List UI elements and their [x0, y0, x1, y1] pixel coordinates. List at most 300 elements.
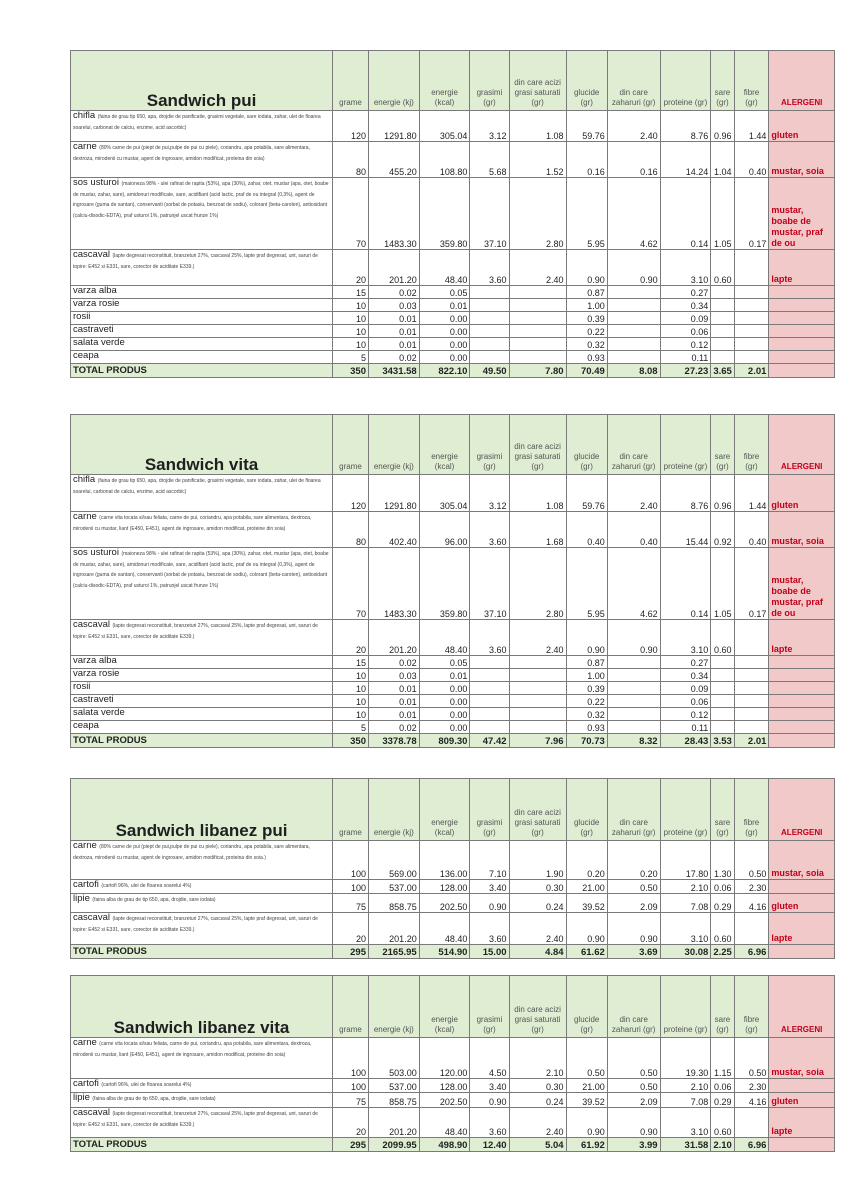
value-fibre: [734, 250, 769, 286]
value-energie-kj: 0.01: [368, 682, 419, 695]
allergen-cell: gluten: [769, 1093, 835, 1108]
ingredient-name: varza rosie: [73, 668, 120, 679]
value-energie-kj: 0.01: [368, 338, 419, 351]
value-fibre: 4.16: [734, 894, 769, 913]
value-grasimi: 3.12: [470, 475, 509, 512]
value-grame: 120: [333, 475, 369, 512]
total-energie-kj: 3378.78: [368, 734, 419, 748]
value-energie-kj: 858.75: [368, 894, 419, 913]
value-zaharuri: [607, 656, 660, 669]
value-sare: [711, 669, 734, 682]
value-grasimi: [470, 325, 509, 338]
total-grasimi: 15.00: [470, 945, 509, 959]
total-allergen-cell: [769, 364, 835, 378]
value-proteine: 3.10: [660, 913, 711, 945]
value-zaharuri: 2.40: [607, 111, 660, 142]
value-grasimi: [470, 351, 509, 364]
value-grasimi: [470, 708, 509, 721]
value-energie-kcal: 0.00: [419, 721, 470, 734]
column-header-fibre: fibre (gr): [734, 976, 769, 1038]
value-saturati: 2.40: [509, 1108, 566, 1138]
value-fibre: 2.30: [734, 880, 769, 894]
value-energie-kj: 1291.80: [368, 475, 419, 512]
ingredient-cell: [71, 512, 333, 548]
column-header-energie-kcal: energie (kcal): [419, 51, 470, 111]
table-row: [71, 1038, 835, 1079]
column-header-energie-kj: energie (kj): [368, 51, 419, 111]
ingredient-name: carne: [73, 1037, 97, 1048]
ingredient-name: varza alba: [73, 655, 117, 666]
table-row: [71, 512, 835, 548]
value-grame: 100: [333, 880, 369, 894]
header-row: [71, 51, 835, 111]
value-grasimi: [470, 299, 509, 312]
value-grame: 10: [333, 695, 369, 708]
table-row: [71, 656, 835, 669]
total-grasimi: 12.40: [470, 1138, 509, 1152]
value-saturati: [509, 721, 566, 734]
value-proteine: 0.09: [660, 682, 711, 695]
value-glucide: 5.95: [566, 548, 607, 620]
value-zaharuri: 4.62: [607, 548, 660, 620]
ingredient-cell: [71, 338, 333, 351]
ingredient-description: (lapte degresat reconstituit, branzeturi 27%, cascaval 25%, lapte praf degresat, unt, saruri de topire: E452 si E331, sare, corector de aciditate E339.): [73, 916, 318, 933]
value-proteine: 14.24: [660, 142, 711, 178]
column-header-proteine: proteine (gr): [660, 415, 711, 475]
value-grame: 100: [333, 1079, 369, 1093]
column-header-energie-kj: energie (kj): [368, 976, 419, 1038]
ingredient-cell: [71, 695, 333, 708]
value-zaharuri: 0.90: [607, 620, 660, 656]
value-fibre: 0.17: [734, 548, 769, 620]
ingredient-description: (lapte degresat reconstituit, branzeturi 27%, cascaval 25%, lapte praf degresat, unt, saruri de topire: E452 si E331, sare, corector de aciditate E339.): [73, 1111, 318, 1128]
ingredient-name: cascaval: [73, 249, 110, 260]
value-zaharuri: 4.62: [607, 178, 660, 250]
value-energie-kcal: 136.00: [419, 841, 470, 880]
value-energie-kcal: 48.40: [419, 913, 470, 945]
value-glucide: 0.90: [566, 1108, 607, 1138]
table-row: [71, 351, 835, 364]
value-saturati: 2.40: [509, 913, 566, 945]
value-grame: 10: [333, 682, 369, 695]
ingredient-name: carne: [73, 141, 97, 152]
value-energie-kcal: 128.00: [419, 1079, 470, 1093]
value-saturati: [509, 682, 566, 695]
value-sare: 1.30: [711, 841, 734, 880]
value-glucide: 5.95: [566, 178, 607, 250]
value-saturati: [509, 338, 566, 351]
ingredient-cell: [71, 656, 333, 669]
allergen-cell: mustar, boabe de mustar, praf de ou: [769, 548, 835, 620]
value-glucide: 21.00: [566, 1079, 607, 1093]
table-row: [71, 913, 835, 945]
value-energie-kcal: 0.01: [419, 299, 470, 312]
total-label: TOTAL PRODUS: [71, 1138, 333, 1152]
ingredient-cell: [71, 299, 333, 312]
value-glucide: 0.22: [566, 695, 607, 708]
value-sare: [711, 351, 734, 364]
value-grasimi: [470, 286, 509, 299]
allergen-cell: lapte: [769, 620, 835, 656]
column-header-saturati: din care acizi grasi saturati (gr): [509, 51, 566, 111]
value-proteine: 0.09: [660, 312, 711, 325]
value-fibre: [734, 695, 769, 708]
table-row: [71, 299, 835, 312]
value-fibre: [734, 656, 769, 669]
value-sare: 0.96: [711, 111, 734, 142]
column-header-alergeni: ALERGENI: [769, 51, 835, 111]
value-saturati: 1.08: [509, 111, 566, 142]
value-zaharuri: [607, 721, 660, 734]
column-header-energie-kcal: energie (kcal): [419, 415, 470, 475]
total-row: [71, 1138, 835, 1152]
ingredient-cell: [71, 1079, 333, 1093]
value-proteine: 17.80: [660, 841, 711, 880]
value-energie-kcal: 202.50: [419, 894, 470, 913]
column-header-proteine: proteine (gr): [660, 779, 711, 841]
table-row: [71, 111, 835, 142]
ingredient-cell: [71, 250, 333, 286]
ingredient-name: sos usturoi: [73, 177, 119, 188]
value-glucide: 0.32: [566, 338, 607, 351]
value-sare: [711, 286, 734, 299]
allergen-cell: [769, 721, 835, 734]
column-header-sare: sare (gr): [711, 976, 734, 1038]
nutrition-table: [70, 414, 835, 748]
value-glucide: 1.00: [566, 669, 607, 682]
value-energie-kcal: 0.00: [419, 682, 470, 695]
total-energie-kcal: 514.90: [419, 945, 470, 959]
table-row: [71, 1108, 835, 1138]
allergen-cell: [769, 708, 835, 721]
nutrition-table: [70, 778, 835, 959]
value-glucide: 59.76: [566, 475, 607, 512]
total-allergen-cell: [769, 1138, 835, 1152]
value-energie-kcal: 305.04: [419, 111, 470, 142]
value-energie-kj: 537.00: [368, 1079, 419, 1093]
value-saturati: 1.90: [509, 841, 566, 880]
value-energie-kj: 0.01: [368, 312, 419, 325]
table-row: [71, 142, 835, 178]
value-proteine: 2.10: [660, 1079, 711, 1093]
column-header-alergeni: ALERGENI: [769, 415, 835, 475]
value-fibre: [734, 325, 769, 338]
value-glucide: 0.39: [566, 312, 607, 325]
value-grasimi: 5.68: [470, 142, 509, 178]
value-fibre: 0.17: [734, 178, 769, 250]
value-fibre: [734, 351, 769, 364]
value-energie-kcal: 0.00: [419, 338, 470, 351]
ingredient-name: cartofi: [73, 879, 99, 890]
value-proteine: 0.27: [660, 286, 711, 299]
table-row: [71, 708, 835, 721]
value-fibre: [734, 669, 769, 682]
total-grame: 350: [333, 364, 369, 378]
table-row: [71, 1093, 835, 1108]
ingredient-name: cascaval: [73, 912, 110, 923]
total-glucide: 70.73: [566, 734, 607, 748]
total-grame: 295: [333, 945, 369, 959]
value-grame: 70: [333, 178, 369, 250]
value-proteine: 2.10: [660, 880, 711, 894]
ingredient-cell: [71, 286, 333, 299]
value-sare: 1.05: [711, 178, 734, 250]
total-proteine: 27.23: [660, 364, 711, 378]
value-proteine: 0.27: [660, 656, 711, 669]
value-energie-kj: 201.20: [368, 250, 419, 286]
value-energie-kj: 537.00: [368, 880, 419, 894]
value-zaharuri: [607, 325, 660, 338]
value-proteine: 19.30: [660, 1038, 711, 1079]
total-row: [71, 945, 835, 959]
column-header-zaharuri: din care zaharuri (gr): [607, 779, 660, 841]
table-row: [71, 880, 835, 894]
table-title: Sandwich libanez pui: [71, 779, 333, 841]
ingredient-name: rosii: [73, 681, 91, 692]
value-energie-kcal: 108.80: [419, 142, 470, 178]
allergen-cell: lapte: [769, 1108, 835, 1138]
value-grame: 120: [333, 111, 369, 142]
value-grasimi: 37.10: [470, 178, 509, 250]
value-glucide: 39.52: [566, 1093, 607, 1108]
value-glucide: 0.22: [566, 325, 607, 338]
column-header-energie-kj: energie (kj): [368, 415, 419, 475]
value-fibre: [734, 620, 769, 656]
value-fibre: 0.50: [734, 841, 769, 880]
column-header-proteine: proteine (gr): [660, 976, 711, 1038]
allergen-cell: gluten: [769, 111, 835, 142]
value-proteine: 15.44: [660, 512, 711, 548]
column-header-grame: grame: [333, 779, 369, 841]
total-saturati: 7.96: [509, 734, 566, 748]
value-sare: 0.29: [711, 894, 734, 913]
column-header-sare: sare (gr): [711, 51, 734, 111]
value-grasimi: 3.60: [470, 913, 509, 945]
value-zaharuri: [607, 682, 660, 695]
value-saturati: [509, 312, 566, 325]
ingredient-name: chifla: [73, 474, 96, 485]
total-row: [71, 734, 835, 748]
value-zaharuri: 2.09: [607, 1093, 660, 1108]
ingredient-cell: [71, 841, 333, 880]
value-zaharuri: 0.40: [607, 512, 660, 548]
value-energie-kj: 201.20: [368, 913, 419, 945]
value-grame: 70: [333, 548, 369, 620]
value-grasimi: 0.90: [470, 894, 509, 913]
total-glucide: 70.49: [566, 364, 607, 378]
total-label: TOTAL PRODUS: [71, 945, 333, 959]
column-header-grasimi: grasimi (gr): [470, 415, 509, 475]
value-grame: 5: [333, 351, 369, 364]
total-label: TOTAL PRODUS: [71, 734, 333, 748]
value-energie-kcal: 0.00: [419, 708, 470, 721]
allergen-cell: [769, 325, 835, 338]
allergen-cell: [769, 351, 835, 364]
value-energie-kj: 858.75: [368, 1093, 419, 1108]
value-energie-kj: 0.02: [368, 351, 419, 364]
table-row: [71, 682, 835, 695]
value-sare: 0.06: [711, 880, 734, 894]
ingredient-cell: [71, 1093, 333, 1108]
table-row: [71, 894, 835, 913]
column-header-energie-kcal: energie (kcal): [419, 976, 470, 1038]
value-energie-kcal: 0.00: [419, 325, 470, 338]
total-energie-kcal: 822.10: [419, 364, 470, 378]
total-energie-kj: 3431.58: [368, 364, 419, 378]
value-sare: [711, 325, 734, 338]
table-row: [71, 286, 835, 299]
allergen-cell: mustar, soia: [769, 512, 835, 548]
value-fibre: [734, 286, 769, 299]
value-fibre: [734, 682, 769, 695]
value-grasimi: 3.60: [470, 620, 509, 656]
value-grame: 20: [333, 1108, 369, 1138]
value-grame: 15: [333, 286, 369, 299]
column-header-energie-kj: energie (kj): [368, 779, 419, 841]
ingredient-cell: [71, 620, 333, 656]
value-energie-kj: 201.20: [368, 1108, 419, 1138]
ingredient-name: cascaval: [73, 619, 110, 630]
value-energie-kj: 0.02: [368, 286, 419, 299]
allergen-cell: [769, 682, 835, 695]
ingredient-name: carne: [73, 511, 97, 522]
ingredient-description: (lapte degresat reconstituit, branzeturi 27%, cascaval 25%, lapte praf degresat, unt, saruri de topire: E452 si E331, sare, corector de aciditate E339.): [73, 253, 318, 270]
total-grame: 295: [333, 1138, 369, 1152]
value-glucide: 0.40: [566, 512, 607, 548]
ingredient-description: (carne vita tocata si/sau feliata, carne de pui, coriandru, apa potabila, sare alimentara, dextroza, mirodenii cu mustar, liant (E450, E451), agent de ingrosare, amidon modificat, proteine din soia): [73, 1041, 312, 1058]
ingredient-name: lipie: [73, 1092, 90, 1103]
value-saturati: 1.08: [509, 475, 566, 512]
value-energie-kcal: 359.80: [419, 548, 470, 620]
value-fibre: [734, 721, 769, 734]
value-proteine: 7.08: [660, 1093, 711, 1108]
ingredient-name: lipie: [73, 893, 90, 904]
allergen-cell: lapte: [769, 250, 835, 286]
column-header-energie-kcal: energie (kcal): [419, 779, 470, 841]
total-fibre: 6.96: [734, 1138, 769, 1152]
column-header-alergeni: ALERGENI: [769, 976, 835, 1038]
value-sare: 0.60: [711, 250, 734, 286]
value-sare: 0.60: [711, 913, 734, 945]
value-sare: [711, 338, 734, 351]
ingredient-description: (carne vita tocata si/sau feliata, carne de pui, coriandru, apa potabila, sare alimentara, dextroza, mirodenii cu mustar, liant (E450, E451), agent de ingrosare, amidon modificat, proteine din soia): [73, 515, 312, 532]
value-energie-kj: 1483.30: [368, 548, 419, 620]
total-zaharuri: 8.08: [607, 364, 660, 378]
value-zaharuri: 0.50: [607, 880, 660, 894]
table-row: [71, 475, 835, 512]
value-saturati: [509, 299, 566, 312]
total-saturati: 7.80: [509, 364, 566, 378]
value-energie-kcal: 202.50: [419, 1093, 470, 1108]
column-header-grame: grame: [333, 976, 369, 1038]
total-fibre: 6.96: [734, 945, 769, 959]
value-sare: [711, 656, 734, 669]
total-proteine: 31.58: [660, 1138, 711, 1152]
ingredient-description: (cartofi 96%, ulei de floarea soarelui 4%): [101, 883, 192, 889]
column-header-glucide: glucide (gr): [566, 779, 607, 841]
value-zaharuri: 2.09: [607, 894, 660, 913]
column-header-glucide: glucide (gr): [566, 976, 607, 1038]
value-fibre: 1.44: [734, 475, 769, 512]
value-saturati: 2.10: [509, 1038, 566, 1079]
ingredient-cell: [71, 325, 333, 338]
ingredient-name: carne: [73, 840, 97, 851]
value-proteine: 0.12: [660, 708, 711, 721]
column-header-zaharuri: din care zaharuri (gr): [607, 976, 660, 1038]
header-row: [71, 976, 835, 1038]
value-saturati: [509, 351, 566, 364]
total-grasimi: 49.50: [470, 364, 509, 378]
value-energie-kcal: 359.80: [419, 178, 470, 250]
value-fibre: [734, 338, 769, 351]
value-fibre: [734, 1108, 769, 1138]
nutrition-table: [70, 50, 835, 378]
ingredient-cell: [71, 880, 333, 894]
ingredient-name: ceapa: [73, 350, 99, 361]
value-grame: 10: [333, 325, 369, 338]
allergen-cell: [769, 695, 835, 708]
value-proteine: 3.10: [660, 1108, 711, 1138]
value-saturati: 2.80: [509, 178, 566, 250]
ingredient-name: cascaval: [73, 1107, 110, 1118]
header-row: [71, 779, 835, 841]
value-glucide: 1.00: [566, 299, 607, 312]
value-saturati: [509, 656, 566, 669]
ingredient-description: (maioneza 98% - ulei rafinat de rapita (53%), apa (30%), zahar, otet, mustar (apa, otet, boabe de mustar, zahar, sare), amidonuri modificate, sare, acidifiant (acid lactic, praf de ou integral (0,3%), agent de ingrosare (guma de xantan), conservanti (sorbat de potasiu, benzoat de sodiu), colorant (beta-caroten), antioxidant (calciu-disodic-EDTA), praf usturoi 1%, patrunjel uscat frunze 1%): [73, 181, 329, 219]
total-zaharuri: 8.32: [607, 734, 660, 748]
value-glucide: 0.16: [566, 142, 607, 178]
total-grasimi: 47.42: [470, 734, 509, 748]
value-glucide: 39.52: [566, 894, 607, 913]
value-grasimi: [470, 721, 509, 734]
value-energie-kj: 569.00: [368, 841, 419, 880]
value-sare: 0.92: [711, 512, 734, 548]
ingredient-description: (lapte degresat reconstituit, branzeturi 27%, cascaval 25%, lapte praf degresat, unt, saruri de topire: E452 si E331, sare, corector de aciditate E339.): [73, 623, 318, 640]
total-allergen-cell: [769, 734, 835, 748]
value-glucide: 0.50: [566, 1038, 607, 1079]
value-grasimi: 7.10: [470, 841, 509, 880]
value-fibre: 4.16: [734, 1093, 769, 1108]
total-saturati: 4.84: [509, 945, 566, 959]
total-allergen-cell: [769, 945, 835, 959]
value-zaharuri: 0.20: [607, 841, 660, 880]
allergen-cell: mustar, boabe de mustar, praf de ou: [769, 178, 835, 250]
value-energie-kcal: 0.00: [419, 351, 470, 364]
value-zaharuri: [607, 312, 660, 325]
value-grame: 20: [333, 913, 369, 945]
value-energie-kcal: 48.40: [419, 620, 470, 656]
value-proteine: 0.11: [660, 351, 711, 364]
value-grasimi: [470, 682, 509, 695]
table-row: [71, 695, 835, 708]
allergen-cell: mustar, soia: [769, 142, 835, 178]
nutrition-table: [70, 975, 835, 1152]
value-grasimi: 3.12: [470, 111, 509, 142]
value-glucide: 0.39: [566, 682, 607, 695]
column-header-grame: grame: [333, 415, 369, 475]
allergen-cell: [769, 1079, 835, 1093]
header-row: [71, 415, 835, 475]
value-energie-kj: 0.02: [368, 656, 419, 669]
value-energie-kj: 1483.30: [368, 178, 419, 250]
ingredient-name: chifla: [73, 110, 96, 121]
value-grame: 5: [333, 721, 369, 734]
column-header-proteine: proteine (gr): [660, 51, 711, 111]
value-grasimi: [470, 312, 509, 325]
ingredient-name: salata verde: [73, 337, 125, 348]
column-header-grasimi: grasimi (gr): [470, 51, 509, 111]
ingredient-cell: [71, 548, 333, 620]
